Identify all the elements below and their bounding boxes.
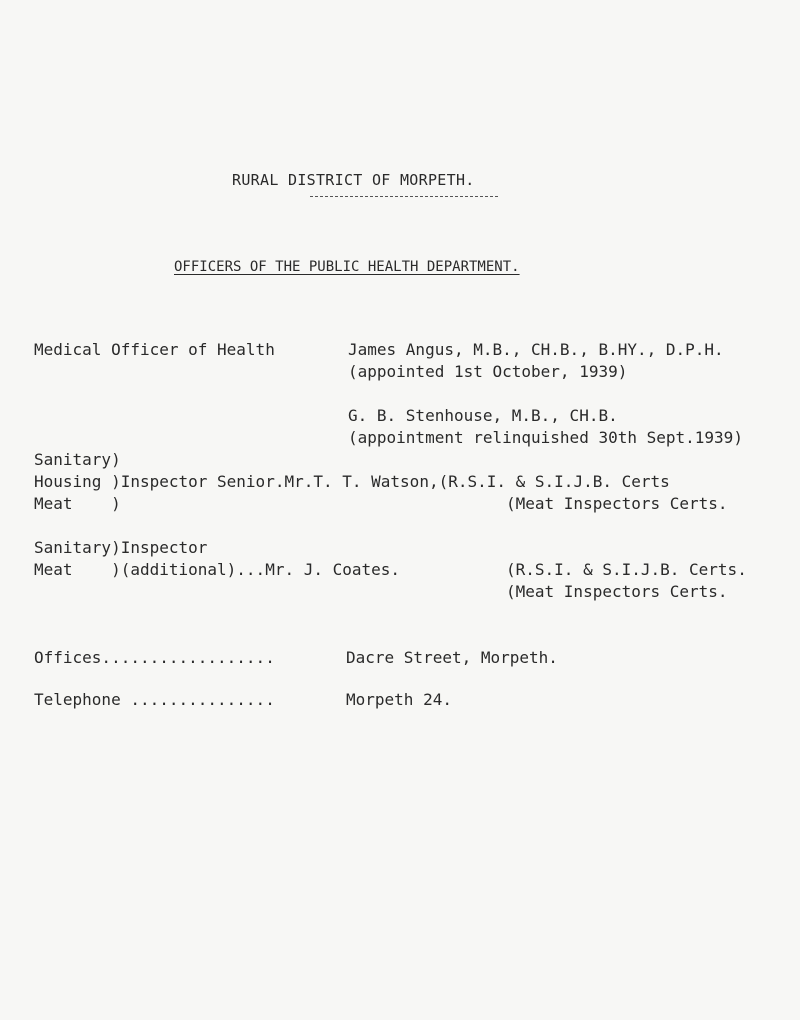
- senior-inspector-line3-right: (Meat Inspectors Certs.: [506, 494, 728, 513]
- additional-inspector-line2: Meat )(additional)...Mr. J. Coates.: [34, 560, 401, 579]
- telephone-label: Telephone ...............: [34, 690, 275, 709]
- offices-value: Dacre Street, Morpeth.: [346, 648, 558, 667]
- moh-officer1-name: James Angus, M.B., CH.B., B.HY., D.P.H.: [348, 340, 724, 359]
- document-subtitle: OFFICERS OF THE PUBLIC HEALTH DEPARTMENT.: [174, 259, 520, 275]
- senior-inspector-line2: Housing )Inspector Senior.Mr.T. T. Watson,(R.S.I. & S.I.J.B. Certs: [34, 472, 670, 491]
- title-rule: [310, 196, 498, 197]
- moh-officer2-note: (appointment relinquished 30th Sept.1939): [348, 428, 743, 447]
- senior-inspector-line3: Meat ): [34, 494, 121, 513]
- telephone-value: Morpeth 24.: [346, 690, 452, 709]
- additional-inspector-line1: Sanitary)Inspector: [34, 538, 208, 557]
- additional-inspector-line2-right: (R.S.I. & S.I.J.B. Certs.: [506, 560, 747, 579]
- moh-role-label: Medical Officer of Health: [34, 340, 275, 359]
- additional-inspector-line3-right: (Meat Inspectors Certs.: [506, 582, 728, 601]
- moh-officer1-note: (appointed 1st October, 1939): [348, 362, 628, 381]
- moh-officer2-name: G. B. Stenhouse, M.B., CH.B.: [348, 406, 618, 425]
- offices-label: Offices..................: [34, 648, 275, 667]
- document-title: RURAL DISTRICT OF MORPETH.: [232, 171, 475, 189]
- senior-inspector-line1: Sanitary): [34, 450, 121, 469]
